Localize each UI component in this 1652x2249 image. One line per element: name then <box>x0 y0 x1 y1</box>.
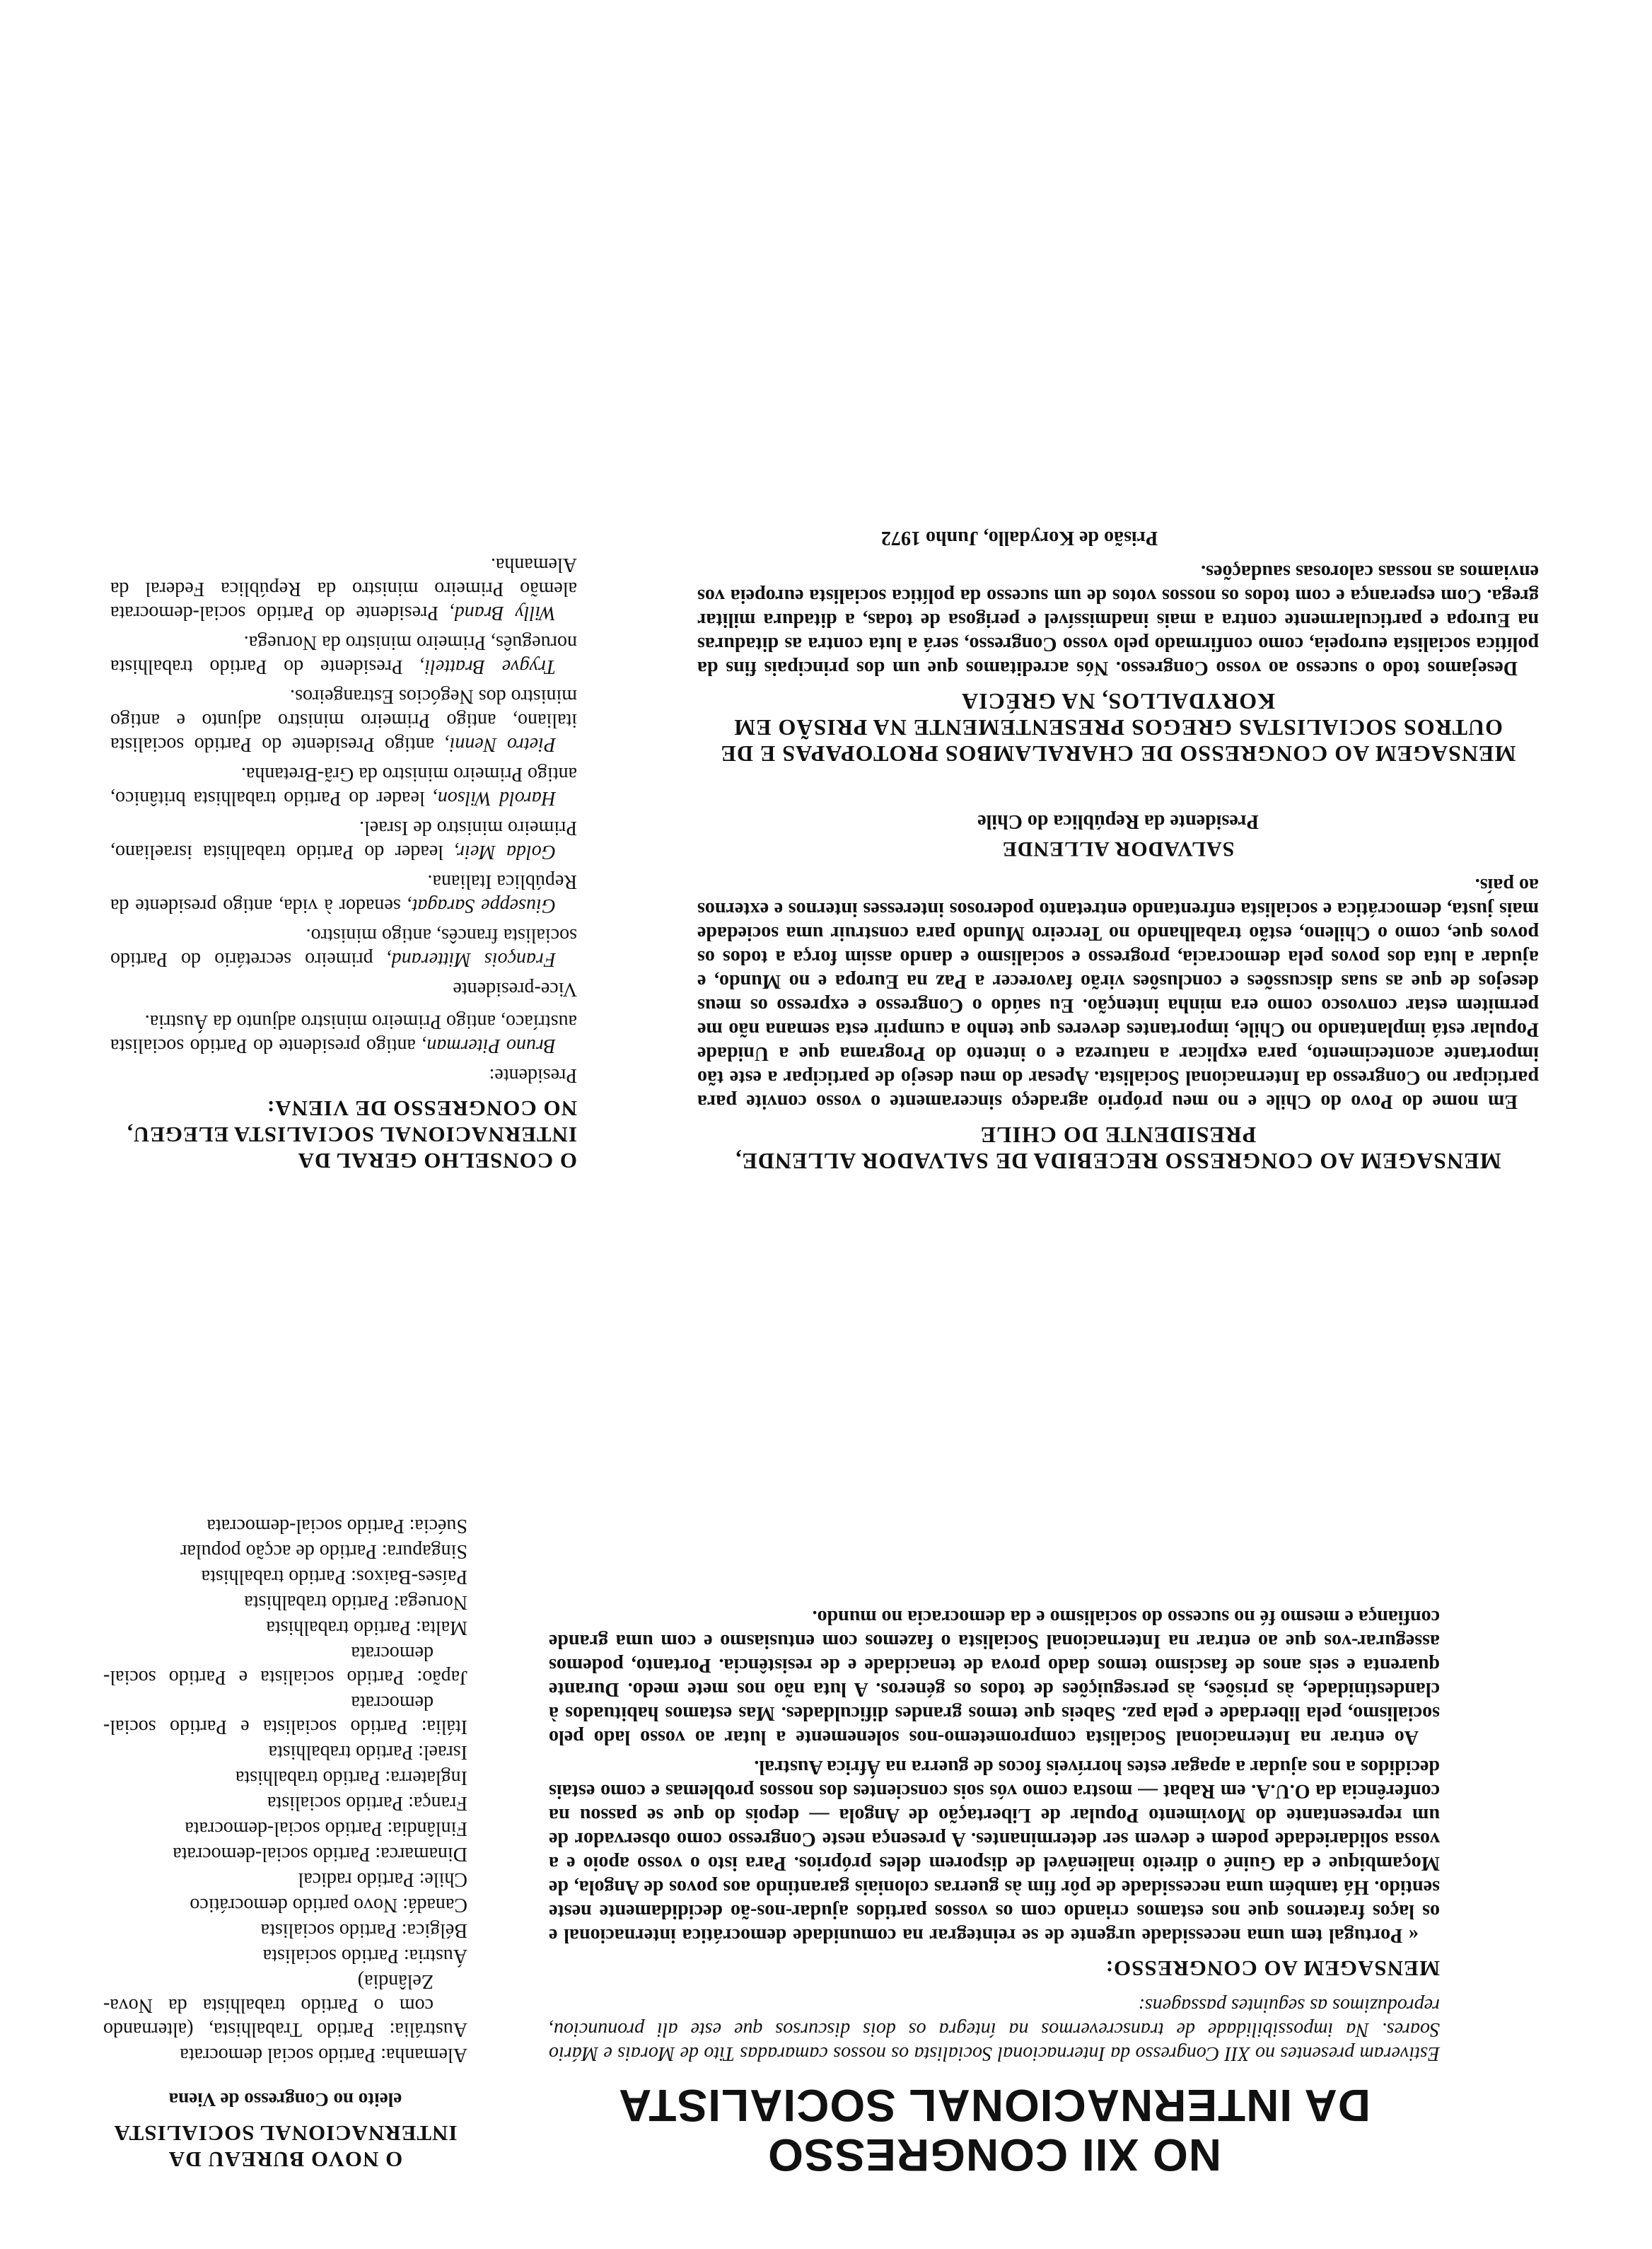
vice-presidente-entry <box>110 552 577 624</box>
vice-presidente-description: Presidente do Partido social-democrata alemão Primeiro ministro da República Federal da Alemanha. <box>110 554 577 624</box>
conselho-geral-column <box>110 547 577 1174</box>
vice-presidente-name: Trygve Bratteli, <box>419 656 556 678</box>
vice-presidente-name: François Mitterand, <box>386 948 556 970</box>
protopapas-signature: Prisão de Korydallo, Junho 1972 <box>881 527 1158 549</box>
allende-message: Em nome do Povo do Chile e no meu próprio agradeço sinceramente o vosso convite para participar no Congresso da Internacional Socialista. Apesar do meu desejo de participar a este tão importante acontecimento, para explicar a natureza e o intento do Programa que a Unidade Popular está implantando no Chile, importantes deveres que tenho a cumprir esta semana não me permitem estar convosco como era minha intenção. Eu saúdo o Congresso e expresso os meus desejos de que as suas discussões e conclusões virão favorecer a Paz na Europa e no Mundo, e ajudar a luta dos povos pela democracia, progresso e socialismo e dando assim força a todos os povos que, como o Chileno, estão trabalhando no Terceiro Mundo para construir uma sociedade mais justa, democrática e socialista enfrentando entretanto poderosos interesses internos e externos ao país. <box>697 874 1539 1112</box>
vice-presidente-name: Willy Brand, <box>449 602 556 624</box>
bureau-member: França: Partido socialista <box>267 1792 467 1814</box>
xii-congresso-column <box>549 1599 1440 2180</box>
vice-presidente-entry <box>110 630 577 678</box>
vice-presidente-description: leader do Partido trabalhista israeliano, Primeiro ministro de Israel. <box>110 817 577 863</box>
allende-heading: MENSAGEM AO CONGRESSO RECEBIDA DE SALVADOR ALLENDE, PRESIDENTE DO CHILE <box>735 1122 1501 1174</box>
protopapas-heading: MENSAGEM AO CONGRESSO DE CHARALAMBOS PROTOPAPAS E DE OUTROS SOCIALISTAS GREGOS PRESENTEMENTE NA PRISÃO EM KORYDALLOS, NA GRÉCIA <box>720 689 1516 767</box>
bureau-member: Canadá: Novo partido democrático <box>190 1894 467 1916</box>
conselho-heading: O CONSELHO GERAL DA INTERNACIONAL SOCIALISTA ELEGEU, NO CONGRESSO DE VIENA: <box>127 1096 577 1173</box>
bureau-member: Japão: Partido socialista e Partido social-democrata <box>103 1642 467 1688</box>
bureau-member: Noruega: Partido trabalhista <box>244 1591 467 1613</box>
vice-presidente-description: primeiro secretário do Partido socialista francês, antigo ministro. <box>110 924 577 970</box>
presidente-name: Bruno Piterman, <box>421 1035 556 1057</box>
vice-presidente-description: senador à vida, antigo presidente da República Italiana. <box>110 871 577 917</box>
bureau-member: Chile: Partido radical <box>298 1869 467 1890</box>
bureau-member: Itália: Partido socialista e Partido social-democrata <box>103 1692 467 1738</box>
vice-presidente-entry <box>110 815 577 864</box>
bureau-member: Alemanha: Partido social democrata <box>180 2044 467 2066</box>
allende-signature-title: Presidente da República do Chile <box>977 810 1259 832</box>
presidente-label: Presidente: <box>489 1064 577 1086</box>
main-title-line2: DA INTERNACIONAL SOCIALISTA <box>617 2080 1371 2131</box>
bureau-member: Singapura: Partido de acção popular <box>180 1540 467 1562</box>
vice-presidente-entry <box>110 869 577 917</box>
bureau-column <box>103 1512 467 2173</box>
protopapas-message: Desejamos todo o sucesso ao vosso Congresso. Nós acreditamos que um dos principais fins da política socialista europeia, como confirmado pelo vosso Congresso, será a luta contra as ditaduras na Europa e particularmente contra a mais inadmissível e perigosa de todas, a ditadura militar grega. Com esperança e com todos os nossos votos de um sucesso da política socialista europeia vos enviamos as nossas calorosas saudações. <box>697 561 1539 679</box>
vice-presidente-name: Harold Wilson, <box>432 787 556 809</box>
presidente-entry <box>110 1009 577 1057</box>
bureau-member: Austrália: Partido Trabalhista, (alternando com o Partido trabalhista da Nova-Zelândia) <box>103 1970 467 2040</box>
vice-presidente-description: antigo Presidente do Partido socialista italiano, antigo Primeiro ministro adjunto e antigo ministro dos Negócios Estrangeiros. <box>110 685 577 755</box>
allende-signature: SALVADOR ALLENDE <box>1001 837 1235 861</box>
bureau-member: Bélgica: Partido socialista <box>260 1919 467 1941</box>
vice-presidente-name: Giuseppe Saragat, <box>407 895 556 917</box>
vice-presidente-entry <box>110 923 577 971</box>
bureau-member: Países-Baixos: Partido trabalhista <box>201 1566 467 1588</box>
presidente-description: antigo presidente do Partido socialista austríaco, antigo Primeiro ministro adjunto da Áustria. <box>110 1011 577 1057</box>
bureau-member: Finlândia: Partido social-democrata <box>185 1818 467 1840</box>
vice-presidente-label: Vice-presidente <box>453 978 577 1000</box>
bureau-member: Dinamarca: Partido social-democrata <box>173 1843 467 1865</box>
bureau-member: Israel: Partido trabalhista <box>268 1741 467 1763</box>
bureau-member: Malta: Partido trabalhista <box>266 1617 467 1639</box>
main-title-line1: NO XII CONGRESSO <box>767 2129 1221 2180</box>
messages-column <box>697 520 1539 1174</box>
vice-presidente-entry <box>110 684 577 756</box>
bureau-member: Suécia: Partido social-democrata <box>206 1515 467 1537</box>
vice-presidente-name: Golda Meir, <box>454 841 556 863</box>
vice-presidente-name: Pietro Nenni, <box>444 733 556 755</box>
mensagem-congresso-paragraph-1: « Portugal tem uma necessidade urgente de se reintegrar na comunidade democrática internacional e os laços fraternos que nos estamos criando com os vossos partidos ajudar-nos-ão decididamente neste sentido. Há também uma necessidade de pôr fim às guerras coloniais garantindo aos povos de Angola, de Moçambique e da Guiné o direito inalienável de disporem deles próprios. Para isto o vosso apoio e a vossa solidariedade podem e devem ser determinantes. A presença neste Congresso como observador de um representante do Movimento Popular de Libertação de Angola — depois do que se passou na conferência da O.U.A. em Rabat — mostra como vós sois conscientes dos nossos problemas e como estais decididos a nos ajudar a apagar estes horríveis focos de guerra na África Austral. <box>549 1756 1440 1946</box>
bureau-member: Áustria: Partido socialista <box>262 1945 467 1967</box>
bureau-list <box>103 1513 467 2067</box>
mensagem-congresso-heading: MENSAGEM AO CONGRESSO: <box>1105 1956 1440 1981</box>
bureau-heading: O NOVO BUREAU DA INTERNACIONAL SOCIALISTA <box>113 2121 458 2172</box>
vice-presidente-description: Presidente do Partido trabalhista norueguês, Primeiro ministro da Noruega. <box>110 632 577 678</box>
bureau-member: Inglaterra: Partido trabalhista <box>235 1767 467 1789</box>
bureau-subheading: eleito no Congresso de Viena <box>168 2089 402 2110</box>
mensagem-congresso-paragraph-2: Ao entrar na Internacional Socialista comprometemo-nos solenemente a lutar ao vosso lado pelo socialismo, pela liberdade e pela paz. Sabeis que temos grandes dificuldades. Mas estamos habituados à clandestinidade, às prisões, às perseguições de todos os géneros. A luta não nos mete medo. Durante quarenta e seis anos de fascismo temos dado prova de tenacidade e de resistência. Portanto, podemos assegurar-vos que ao entrar na Internacional Socialista o fazemos com entusiasmo e com uma grande confiança e mesmo fé no sucesso do socialismo e da democracia no mundo. <box>549 1606 1440 1748</box>
vice-presidente-description: leader do Partido trabalhista britânico, antigo Primeiro ministro da Grã-Bretanha. <box>110 763 577 809</box>
intro-paragraph: Estiveram presentes no XII Congresso da Internacional Socialista os nossos camaradas Tito de Morais e Mário Soares. Na impossibilidade de transcrevermos na íntegra os dois discursos que este ali pronunciou, reproduzimos as seguintes passagens: <box>549 1994 1440 2064</box>
vice-presidente-entry <box>110 762 577 810</box>
